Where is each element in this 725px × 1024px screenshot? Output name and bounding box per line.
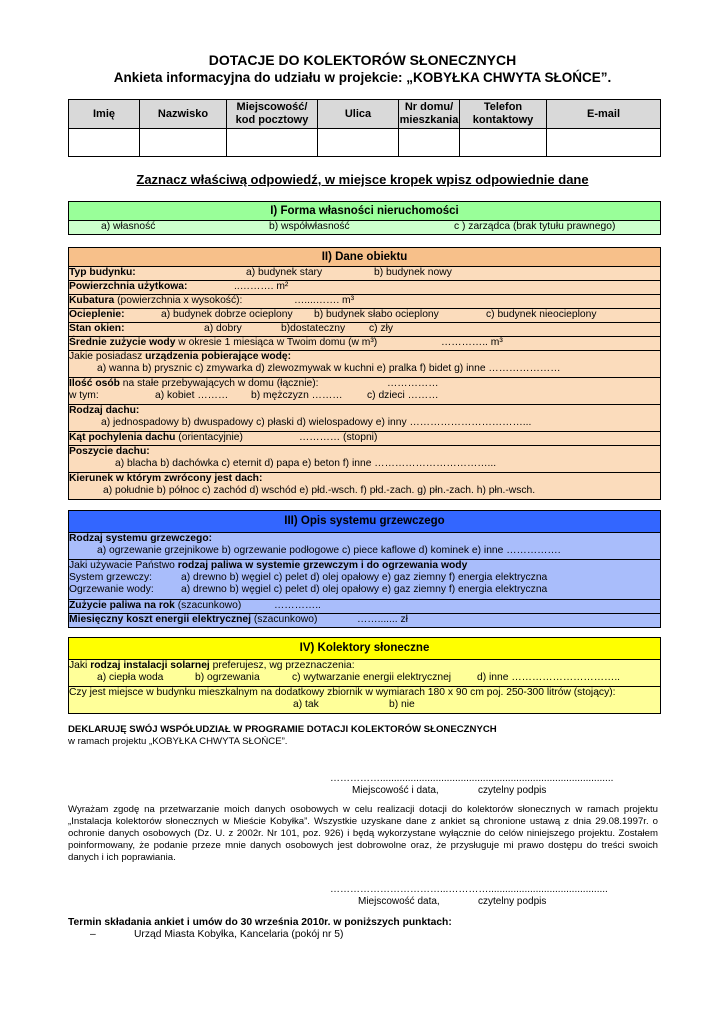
roof-angle-label: Kąt pochylenia dachu: [69, 432, 176, 443]
installation-d[interactable]: d) inne …………………………..: [477, 672, 621, 683]
roof-type-label: Rodzaj dachu:: [69, 405, 140, 416]
persons-men[interactable]: b) mężczyzn ………: [251, 390, 343, 401]
heating-system-label: Rodzaj systemu grzewczego:: [69, 533, 213, 544]
persons-note: na stałe przebywających w domu (łącznie):: [119, 378, 319, 389]
water-fuel-options[interactable]: a) drewno b) węgiel c) pelet d) olej opałowy e) gaz ziemny f) energia elektryczna: [181, 584, 548, 595]
electric-cost-note: (szacunkowo): [251, 614, 318, 625]
header-miejscowosc: Miejscowość/ kod pocztowy: [227, 100, 318, 129]
water-usage-note: w okresie 1 miesiąca w Twoim domu (w m³): [175, 337, 378, 348]
heating-system-options[interactable]: a) ogrzewanie grzejnikowe b) ogrzewanie podłogowe c) piece kaflowe d) kominek e) inne …………….: [97, 545, 561, 556]
insulation-label: Ocieplenie:: [69, 309, 125, 320]
point-location: Urząd Miasta Kobyłka, Kancelaria (pokój nr 5): [134, 929, 344, 940]
tank-no[interactable]: b) nie: [389, 699, 415, 710]
insulation-b[interactable]: b) budynek słabo ocieplony: [314, 309, 439, 320]
personal-data-table: [68, 99, 661, 157]
windows-a[interactable]: a) dobry: [204, 323, 242, 334]
signature-2-sign: czytelny podpis: [478, 896, 547, 907]
section-ownership-title: I) Forma własności nieruchomości: [69, 202, 660, 221]
persons-label: Ilość osób: [69, 378, 120, 389]
header-nr-domu: Nr domu/ mieszkania: [399, 100, 460, 129]
persons-children[interactable]: c) dzieci ………: [367, 390, 439, 401]
water-fuel-label: Ogrzewanie wody:: [69, 584, 154, 595]
deadline-text: Termin składania ankiet i umów do 30 września 2010r. w poniższych punktach:: [68, 917, 452, 928]
electric-cost-value[interactable]: ……....... zł: [357, 614, 408, 625]
page-subtitle: Ankieta informacyjna do udziału w projekcie: „KOBYŁKA CHWYTA SŁOŃCE”.: [113, 70, 612, 85]
consent-text: Wyrażam zgodę na przetwarzanie moich danych osobowych w celu realizacji dotacji do kolektorów słonecznych w ramach projektu „Instalacja kolektorów słonecznych w Mieście Kobyłka”. Wszystkie uzyskane dane z ankiet są chronione ustawą z dnia 29.08.1997r. o ochronie danych osobowych (Dz. U. z 2002r. Nr 101, poz. 926) i będą wykorzystane wyłącznie do celów niniejszego projektu. Zostałem poinformowany, że podanie przeze mnie danych osobowych jest dobrowolne oraz, że przysługuje mi prawo dostępu do treści swoich danych i ich poprawiania.: [68, 804, 658, 863]
area-label: Powierzchnia użytkowa:: [69, 281, 188, 292]
field-ulica[interactable]: [318, 129, 399, 157]
field-telefon[interactable]: [460, 129, 547, 157]
building-type-a[interactable]: a) budynek stary: [246, 267, 323, 278]
roof-cover-options[interactable]: a) blacha b) dachówka c) eternit d) papa e) beton f) inne ……………………………...: [115, 458, 497, 469]
installation-label: rodzaj instalacji solarnej: [90, 660, 210, 671]
volume-label: Kubatura: [69, 295, 115, 306]
roof-direction-options[interactable]: a) południe b) północ c) zachód d) wschód e) płd.-wsch. f) płd.-zach. g) płn.-zach. h) płn.-wsch.: [103, 485, 536, 496]
header-imie: Imię: [69, 100, 140, 129]
declaration-title: DEKLARUJĘ SWÓJ WSPÓŁUDZIAŁ W PROGRAMIE DOTACJI KOLEKTORÓW SŁONECZNYCH: [68, 724, 497, 735]
area-value[interactable]: ..………. m²: [234, 281, 289, 292]
devices-options[interactable]: a) wanna b) prysznic c) zmywarka d) zlewozmywak w kuchni e) pralka f) bidet g) inne …………………: [97, 363, 561, 374]
section-collectors: [68, 637, 661, 714]
point-bullet: –: [90, 929, 96, 940]
section-heating: [68, 510, 661, 628]
section-heating-title: III) Opis systemu grzewczego: [69, 511, 660, 533]
roof-direction-label: Kierunek w którym zwrócony jest dach:: [69, 473, 263, 484]
signature-line-1[interactable]: ……………....................................................................................: [330, 773, 614, 784]
ownership-option-c[interactable]: c ) zarządca (brak tytułu prawnego): [454, 221, 616, 232]
windows-label: Stan okien:: [69, 323, 125, 334]
persons-value[interactable]: ……………: [387, 378, 439, 389]
signature-2-place: Miejscowość data,: [358, 896, 440, 907]
installation-a[interactable]: a) ciepła woda: [97, 672, 164, 683]
electric-cost-label: Miesięczny koszt energii elektrycznej: [69, 614, 251, 625]
section-building-title: II) Dane obiektu: [69, 248, 660, 267]
field-nazwisko[interactable]: [140, 129, 227, 157]
fuel-usage-note: (szacunkowo): [174, 600, 242, 611]
declaration-subtitle: w ramach projektu „KOBYŁKA CHWYTA SŁOŃCE”.: [68, 736, 288, 747]
insulation-c[interactable]: c) budynek nieocieplony: [486, 309, 597, 320]
header-ulica: Ulica: [318, 100, 399, 129]
tank-question: Czy jest miejsce w budynku mieszkalnym na dodatkowy zbiornik w wymiarach 180 x 90 cm poj. 250-300 litrów (stojący):: [69, 687, 616, 698]
heating-fuel-options[interactable]: a) drewno b) węgiel c) pelet d) olej opałowy e) gaz ziemny f) energia elektryczna: [181, 572, 548, 583]
installation-pre: Jaki: [69, 660, 91, 671]
field-email[interactable]: [547, 129, 661, 157]
fuel-usage-value[interactable]: …………..: [274, 600, 321, 611]
field-miejscowosc[interactable]: [227, 129, 318, 157]
roof-angle-note: (orientacyjnie): [175, 432, 243, 443]
volume-value[interactable]: …....……. m³: [294, 295, 355, 306]
tank-yes[interactable]: a) tak: [293, 699, 319, 710]
signature-1-place: Miejscowość i data,: [352, 785, 439, 796]
section-collectors-title: IV) Kolektory słoneczne: [69, 638, 660, 660]
windows-c[interactable]: c) zły: [369, 323, 394, 334]
devices-label: urządzenia pobierające wodę:: [145, 351, 292, 362]
water-usage-value[interactable]: ………….. m³: [441, 337, 503, 348]
ownership-option-b[interactable]: b) współwłasność: [269, 221, 350, 232]
heating-fuel-label: System grzewczy:: [69, 572, 152, 583]
installation-post: preferujesz, wg przeznaczenia:: [209, 660, 355, 671]
signature-1-sign: czytelny podpis: [478, 785, 547, 796]
devices-pre: Jakie posiadasz: [69, 351, 146, 362]
field-imie[interactable]: [69, 129, 140, 157]
fuel-usage-label: Zużycie paliwa na rok: [69, 600, 175, 611]
roof-angle-value[interactable]: ………… (stopni): [299, 432, 378, 443]
page-title: DOTACJE DO KOLEKTORÓW SŁONECZNYCH: [208, 52, 517, 68]
water-usage-label: Średnie zużycie wody: [69, 337, 176, 348]
section-ownership: [68, 201, 661, 235]
fuel-label: rodzaj paliwa w systemie grzewczym i do ogrzewania wody: [177, 560, 468, 571]
roof-cover-label: Poszycie dachu:: [69, 446, 150, 457]
installation-c[interactable]: c) wytwarzanie energii elektrycznej: [292, 672, 452, 683]
roof-type-options[interactable]: a) jednospadowy b) dwuspadowy c) płaski d) wielospadowy e) inny ……………………………...: [101, 417, 532, 428]
header-telefon: Telefon kontaktowy: [460, 100, 547, 129]
windows-b[interactable]: b)dostateczny: [281, 323, 346, 334]
insulation-a[interactable]: a) budynek dobrze ocieplony: [161, 309, 293, 320]
signature-line-2[interactable]: ……………………………...…………...........................................: [330, 884, 608, 895]
volume-note: (powierzchnia x wysokość):: [114, 295, 243, 306]
building-type-b[interactable]: b) budynek nowy: [374, 267, 452, 278]
ownership-option-a[interactable]: a) własność: [101, 221, 156, 232]
installation-b[interactable]: b) ogrzewania: [195, 672, 260, 683]
persons-including: w tym:: [69, 390, 99, 401]
header-email: E-mail: [547, 100, 661, 129]
fuel-pre: Jaki używacie Państwo: [69, 560, 178, 571]
instruction: Zaznacz właściwą odpowiedź, w miejsce kropek wpisz odpowiednie dane: [136, 172, 589, 187]
section-building: [68, 247, 661, 500]
building-type-label: Typ budynku:: [69, 267, 136, 278]
field-nr-domu[interactable]: [399, 129, 460, 157]
header-nazwisko: Nazwisko: [140, 100, 227, 129]
persons-women[interactable]: a) kobiet ………: [155, 390, 229, 401]
